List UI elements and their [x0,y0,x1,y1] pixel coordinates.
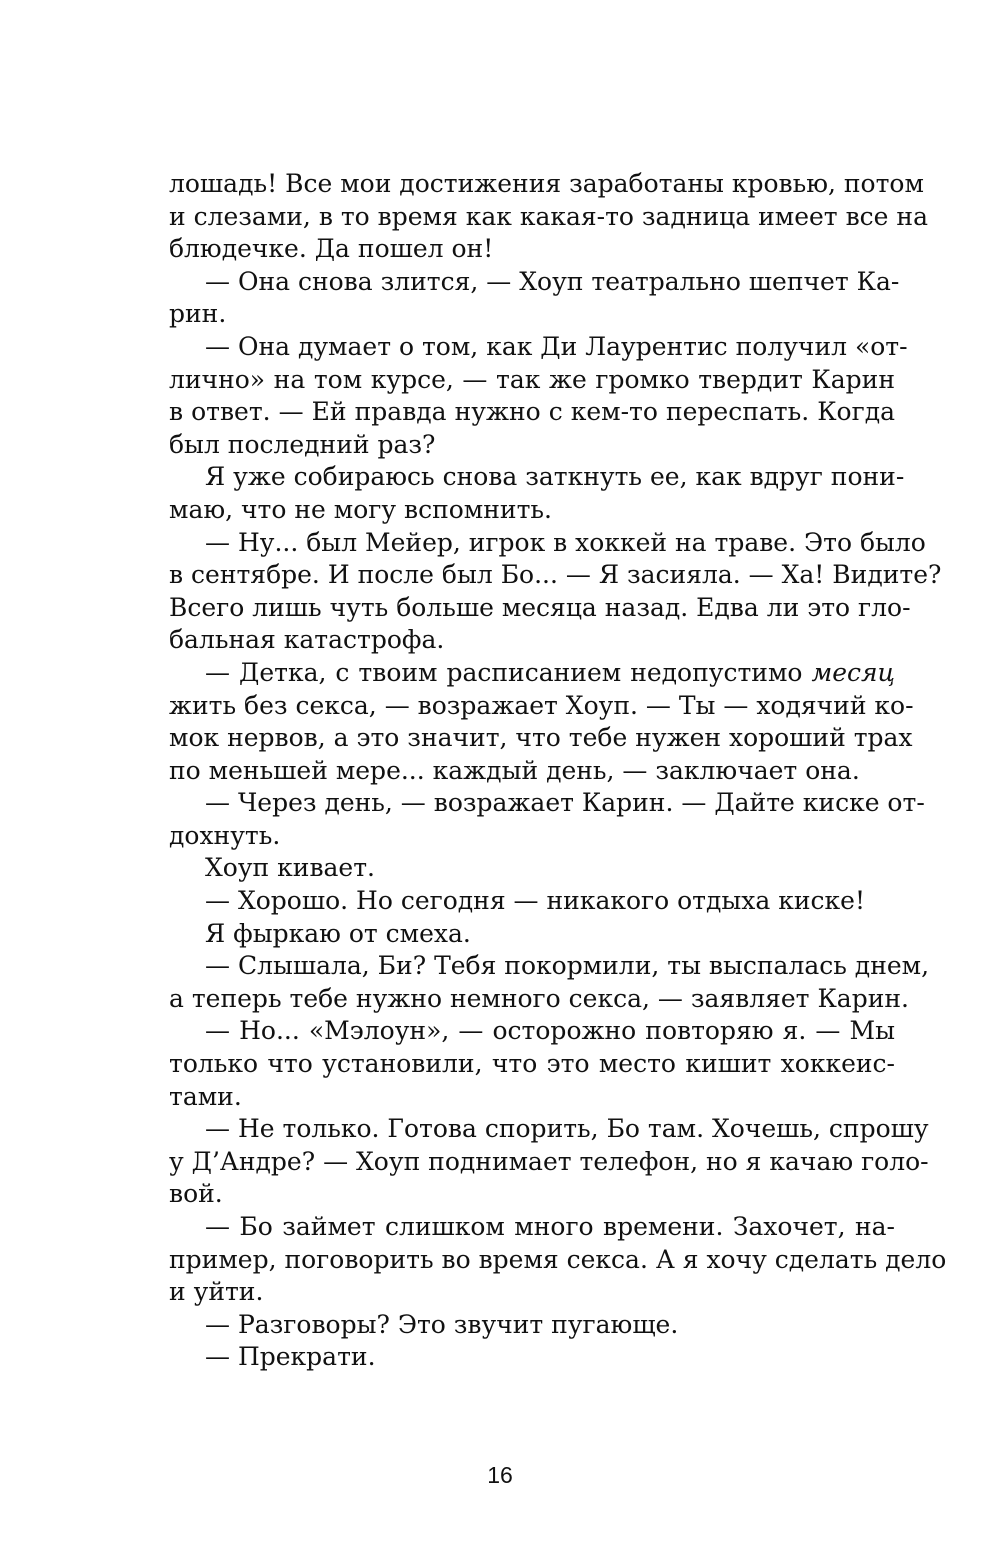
text-line: лично» на том курсе, — так же громко твердит Карин [169,364,895,394]
text-line: — Она снова злится, — Хоуп театрально шепчет Ка- [205,266,900,296]
text-line-start: — Детка, с твоим расписанием недопустимо [205,657,803,687]
text-line: у Д’Андре? — Хоуп поднимает телефон, но я качаю голо- [169,1146,929,1176]
text-line: Хоуп кивает. [205,853,376,883]
text-line: пример, поговорить во время секса. А я хочу сделать дело [169,1244,947,1274]
text-line: Всего лишь чуть больше месяца назад. Едва ли это гло- [169,592,911,622]
text-line: — Ну... был Мейер, игрок в хоккей на траве. Это было [205,527,926,557]
text-line: лошадь! Все мои достижения заработаны кровью, потом [169,169,924,198]
text-line: бальная катастрофа. [169,625,445,655]
text-line: по меньшей мере... каждый день, — заключает она. [169,755,860,785]
text-line: был последний раз? [169,429,436,459]
text-line: рин. [169,299,227,329]
text-line: блюдечке. Да пошел он! [169,234,494,264]
text-line: Я фыркаю от смеха. [205,918,471,948]
text-line: — Бо займет слишком много времени. Захочет, на- [205,1212,895,1241]
text-line: — Прекрати. [205,1342,376,1372]
text-line: только что установили, что это место кишит хоккеис- [169,1049,895,1079]
text-line: — Но... «Мэлоун», — осторожно повторяю я. — Мы [205,1016,895,1046]
text-line: — Она думает о том, как Ди Лаурентис получил «от- [205,331,908,361]
italic-word: месяц [811,657,895,687]
text-line: а теперь тебе нужно немного секса, — заявляет Карин. [169,983,909,1013]
text-line: — Хорошо. Но сегодня — никакого отдыха киске! [205,886,866,916]
text-line: — Не только. Готова спорить, Бо там. Хочешь, спрошу [205,1114,929,1144]
body-text [169,168,947,1374]
text-line: и слезами, в то время как какая-то задница имеет все на [169,201,928,231]
text-line: — Слышала, Би? Тебя покормили, ты выспалась днем, [205,951,930,981]
text-line: тами. [169,1081,242,1111]
text-line: — Через день, — возражает Карин. — Дайте киске от- [205,788,925,818]
text-line: мок нервов, а это значит, что тебе нужен хороший трах [169,723,913,753]
text-line [169,657,895,690]
text-line: и уйти. [169,1277,264,1307]
page-number: 16 [487,1462,513,1488]
text-line: маю, что не могу вспомнить. [169,494,552,524]
text-line: в ответ. — Ей правда нужно с кем-то переспать. Когда [169,397,895,427]
text-line: жить без секса, — возражает Хоуп. — Ты — ходячий ко- [169,690,914,720]
text-line: в сентябре. И после был Бо... — Я засияла. — Ха! Видите? [169,560,942,590]
text-line: — Разговоры? Это звучит пугающе. [205,1309,679,1339]
text-line: дохнуть. [169,820,281,850]
text-line: Я уже собираюсь снова заткнуть ее, как вдруг пони- [205,462,905,492]
text-line: вой. [169,1179,223,1209]
